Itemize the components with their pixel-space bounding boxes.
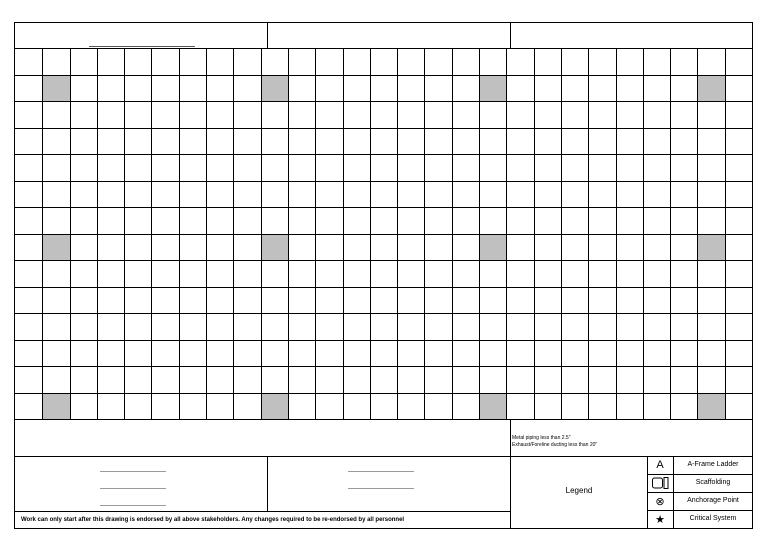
grid-row-line: [15, 128, 752, 129]
structural-column: [479, 234, 507, 262]
structural-column: [479, 393, 507, 421]
floor-grid: [15, 48, 752, 419]
header-col-divider-1: [267, 23, 268, 48]
structural-column: [42, 75, 70, 103]
endorsement-note: Work can only start after this drawing is endorsed by all above stakeholders. Any changes required to be re-endorsed by all personnel: [21, 517, 405, 523]
legend-label-anchorage: Anchorage Point: [687, 497, 739, 504]
grid-row-line: [15, 101, 752, 102]
signature-line-1: [100, 471, 166, 472]
note-metal-piping: Metal piping less than 2.5": [512, 435, 571, 441]
signature-divider-1: [267, 456, 268, 511]
grid-row-line: [15, 287, 752, 288]
legend-row-1: [647, 474, 752, 475]
grid-row-line: [15, 154, 752, 155]
grid-row-line: [15, 366, 752, 367]
legend-title: Legend: [565, 486, 593, 495]
legend-row-2: [647, 492, 752, 493]
legend-row-3: [647, 510, 752, 511]
a-frame-icon: A: [656, 459, 664, 471]
notes-row-top: [15, 419, 752, 420]
structural-column: [261, 75, 289, 103]
structural-column: [697, 234, 725, 262]
grid-row-line: [15, 393, 752, 394]
structural-column: [261, 234, 289, 262]
signature-line-4: [348, 471, 414, 472]
header-col-divider-2: [510, 23, 511, 48]
structural-column: [42, 393, 70, 421]
legend-label-a-frame: A-Frame Ladder: [687, 461, 739, 468]
grid-row-line: [15, 313, 752, 314]
grid-row-line: [15, 340, 752, 341]
structural-column: [479, 75, 507, 103]
legend-label-scaffolding: Scaffolding: [695, 479, 731, 486]
note-exhaust-ducting: Exhaust/Foreline ducting less than 20": [512, 442, 598, 448]
star-icon: ★: [655, 514, 665, 526]
grid-row-line: [15, 234, 752, 235]
signature-line-2: [100, 488, 166, 489]
structural-column: [697, 393, 725, 421]
scaffolding-icon: [652, 476, 669, 488]
anchorage-icon: ⊗: [655, 496, 665, 508]
signature-line-5: [348, 488, 414, 489]
notes-row-divider: [510, 419, 511, 456]
signature-line-3: [100, 505, 166, 506]
header-title-underline: [89, 46, 195, 47]
structural-column: [697, 75, 725, 103]
grid-row-line: [15, 207, 752, 208]
structural-column: [261, 393, 289, 421]
structural-column: [42, 234, 70, 262]
grid-row-line: [15, 75, 752, 76]
grid-row-line: [15, 181, 752, 182]
drawing-sheet: [14, 22, 753, 529]
footer-divider: [15, 511, 510, 512]
signature-row-top: [15, 456, 752, 457]
legend-label-critical: Critical System: [689, 515, 737, 522]
grid-row-line: [15, 260, 752, 261]
